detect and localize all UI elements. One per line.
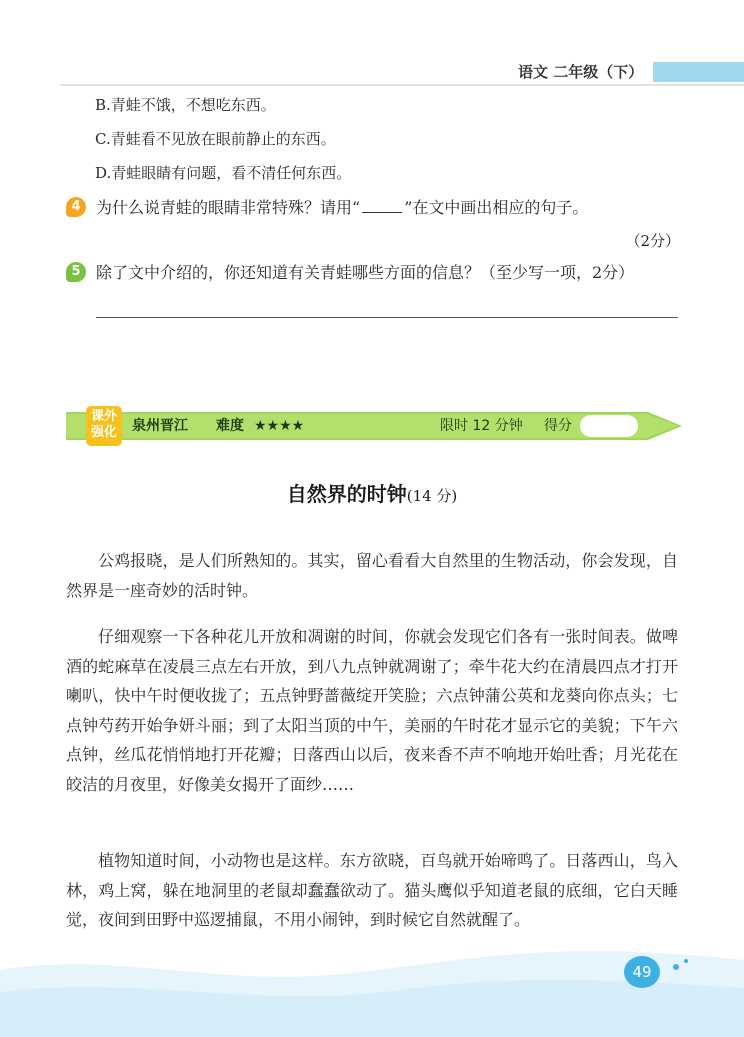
option-b: B.青蛙不饿，不想吃东西。	[95, 96, 276, 114]
underline-blank	[362, 198, 402, 213]
extracurricular-badge: 课外强化	[86, 406, 122, 446]
article-paragraph-1	[66, 546, 678, 605]
banner-difficulty-label: 难度	[216, 418, 244, 434]
option-d: D.青蛙眼睛有问题，看不清任何东西。	[95, 164, 352, 182]
article-paragraph-2	[66, 622, 678, 799]
option-c: C.青蛙看不见放在眼前静止的东西。	[95, 130, 336, 148]
question-4	[66, 197, 588, 219]
header-accent-bar	[652, 62, 744, 82]
paragraph-text: 公鸡报晓，是人们所熟知的。其实，留心看看大自然里的生物活动，你会发现，自然界是一座奇妙的活时钟。	[66, 551, 678, 600]
article-title-text: 自然界的时钟	[286, 482, 407, 506]
question-5-text: 除了文中介绍的，你还知道有关青蛙哪些方面的信息？（至少写一项，2分）	[96, 263, 635, 282]
header-divider	[60, 84, 744, 86]
page-number: 49	[624, 956, 660, 988]
score-input-box[interactable]	[580, 415, 638, 437]
question-number-badge: 5	[66, 262, 86, 282]
difficulty-stars-icon: ★★★★	[254, 418, 305, 434]
question-number-badge: 4	[66, 197, 86, 217]
banner-score-label: 得分	[544, 418, 572, 434]
question-4-text-after: ”在文中画出相应的句子。	[404, 198, 589, 217]
question-4-text	[96, 197, 588, 219]
question-4-text-before: 为什么说青蛙的眼睛非常特殊？请用“	[96, 198, 361, 217]
banner-region: 泉州晋江	[132, 418, 188, 434]
answer-line[interactable]	[96, 317, 678, 318]
question-4-points: （2分）	[625, 232, 680, 250]
article-title	[0, 478, 744, 507]
section-banner	[66, 406, 682, 446]
article-paragraph-3	[66, 846, 678, 935]
paragraph-text: 植物知道时间，小动物也是这样。东方欲晓，百鸟就开始啼鸣了。日落西山，鸟入林，鸡上窝，躲在地洞里的老鼠却蠢蠢欲动了。猫头鹰似乎知道老鼠的底细，它白天睡觉，夜间到田野中巡逻捕鼠，不用小闹钟，到时候它自然就醒了。	[66, 851, 678, 929]
banner-time-limit: 限时 12 分钟	[440, 418, 523, 434]
article-score: (14 分)	[406, 487, 458, 505]
header-subject-grade: 语文 二年级（下）	[508, 60, 653, 84]
question-5	[66, 262, 634, 284]
paragraph-text: 仔细观察一下各种花儿开放和凋谢的时间，你就会发现它们各有一张时间表。做啤酒的蛇麻草在凌晨三点左右开放，到八九点钟就凋谢了；牵牛花大约在清晨四点才打开喇叭，快中午时便收拢了；五点钟野蔷薇绽开笑脸；六点钟蒲公英和龙葵向你点头；七点钟芍药开始争妍斗丽；到了太阳当顶的中午，美丽的午时花才显示它的美貌；下午六点钟，丝瓜花悄悄地打开花瓣；日落西山以后，夜来香不声不响地开始吐香；月光花在皎洁的月夜里，好像美女揭开了面纱……	[66, 627, 678, 794]
